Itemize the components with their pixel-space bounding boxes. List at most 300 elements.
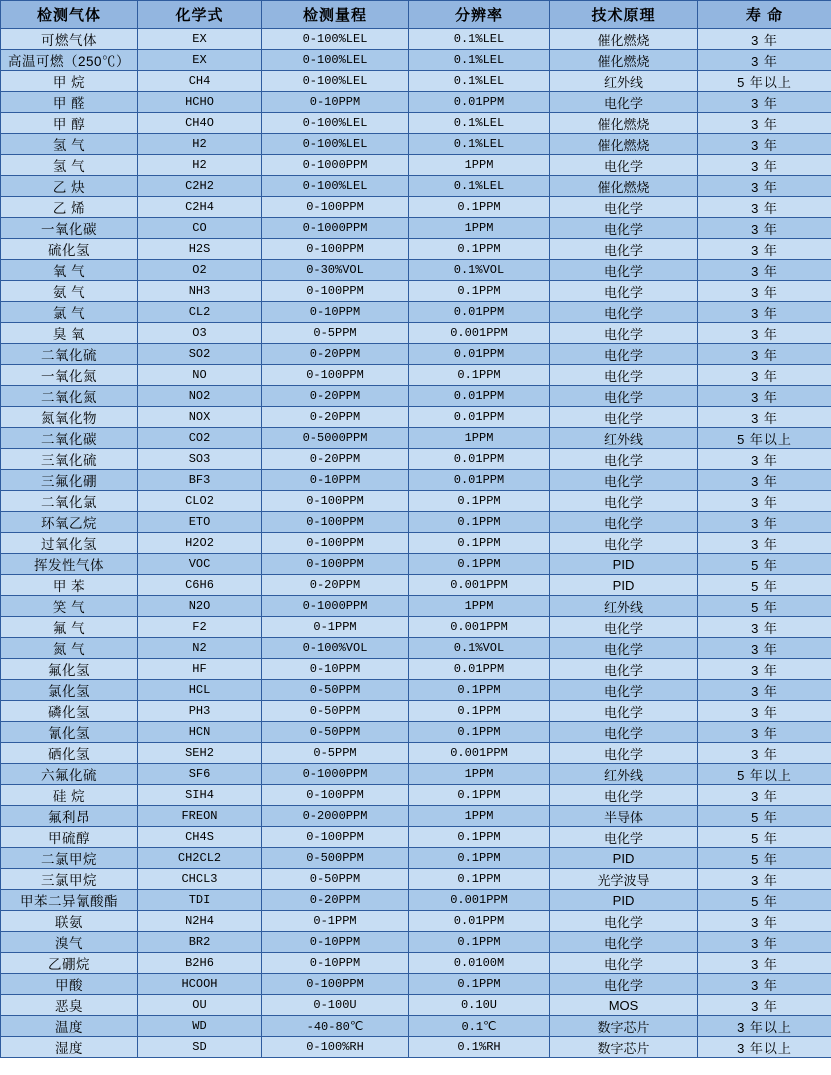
cell-formula: BR2 bbox=[138, 932, 262, 953]
cell-life: 3 年 bbox=[698, 134, 831, 155]
cell-principle: 数字芯片 bbox=[550, 1037, 698, 1058]
cell-range: 0-100%LEL bbox=[262, 71, 409, 92]
cell-principle: 电化学 bbox=[550, 512, 698, 533]
table-row bbox=[1, 71, 831, 92]
table-row bbox=[1, 239, 831, 260]
table-row bbox=[1, 344, 831, 365]
cell-life: 3 年 bbox=[698, 722, 831, 743]
cell-gas-name: 三氯甲烷 bbox=[1, 869, 138, 890]
cell-gas-name: 乙 烯 bbox=[1, 197, 138, 218]
table-row bbox=[1, 113, 831, 134]
cell-life: 3 年 bbox=[698, 932, 831, 953]
table-row bbox=[1, 491, 831, 512]
cell-gas-name: 三氟化硼 bbox=[1, 470, 138, 491]
table-row bbox=[1, 575, 831, 596]
cell-formula: CL2 bbox=[138, 302, 262, 323]
cell-life: 3 年 bbox=[698, 176, 831, 197]
cell-range: 0-100PPM bbox=[262, 239, 409, 260]
cell-resolution: 0.1PPM bbox=[409, 848, 550, 869]
cell-range: 0-20PPM bbox=[262, 890, 409, 911]
cell-principle: PID bbox=[550, 890, 698, 911]
cell-gas-name: 环氧乙烷 bbox=[1, 512, 138, 533]
cell-range: 0-100U bbox=[262, 995, 409, 1016]
cell-resolution: 0.001PPM bbox=[409, 575, 550, 596]
cell-gas-name: 恶臭 bbox=[1, 995, 138, 1016]
cell-resolution: 1PPM bbox=[409, 218, 550, 239]
cell-gas-name: 氢 气 bbox=[1, 134, 138, 155]
cell-range: 0-1000PPM bbox=[262, 218, 409, 239]
cell-formula: H2 bbox=[138, 155, 262, 176]
cell-resolution: 0.01PPM bbox=[409, 407, 550, 428]
cell-formula: CH2CL2 bbox=[138, 848, 262, 869]
cell-formula: SF6 bbox=[138, 764, 262, 785]
cell-resolution: 1PPM bbox=[409, 596, 550, 617]
table-row bbox=[1, 806, 831, 827]
cell-gas-name: 笑 气 bbox=[1, 596, 138, 617]
cell-principle: 电化学 bbox=[550, 638, 698, 659]
column-header-range: 检测量程 bbox=[262, 1, 409, 29]
cell-formula: H2 bbox=[138, 134, 262, 155]
cell-formula: CO2 bbox=[138, 428, 262, 449]
table-row bbox=[1, 29, 831, 50]
cell-resolution: 0.1%LEL bbox=[409, 113, 550, 134]
cell-principle: PID bbox=[550, 848, 698, 869]
cell-principle: 电化学 bbox=[550, 302, 698, 323]
cell-principle: PID bbox=[550, 575, 698, 596]
cell-life: 5 年 bbox=[698, 848, 831, 869]
table-row bbox=[1, 281, 831, 302]
cell-gas-name: 氮 气 bbox=[1, 638, 138, 659]
cell-formula: N2O bbox=[138, 596, 262, 617]
cell-range: 0-100PPM bbox=[262, 974, 409, 995]
cell-principle: 电化学 bbox=[550, 449, 698, 470]
cell-principle: 电化学 bbox=[550, 407, 698, 428]
cell-gas-name: 氰化氢 bbox=[1, 722, 138, 743]
cell-life: 3 年 bbox=[698, 617, 831, 638]
cell-formula: TDI bbox=[138, 890, 262, 911]
cell-life: 3 年 bbox=[698, 218, 831, 239]
table-row bbox=[1, 302, 831, 323]
cell-formula: HF bbox=[138, 659, 262, 680]
cell-resolution: 1PPM bbox=[409, 155, 550, 176]
cell-principle: 电化学 bbox=[550, 911, 698, 932]
cell-life: 3 年 bbox=[698, 260, 831, 281]
cell-formula: CHCL3 bbox=[138, 869, 262, 890]
cell-formula: CH4O bbox=[138, 113, 262, 134]
cell-range: 0-20PPM bbox=[262, 344, 409, 365]
cell-gas-name: 甲硫醇 bbox=[1, 827, 138, 848]
table-row bbox=[1, 638, 831, 659]
cell-formula: VOC bbox=[138, 554, 262, 575]
cell-gas-name: 氟化氢 bbox=[1, 659, 138, 680]
cell-life: 3 年 bbox=[698, 92, 831, 113]
cell-principle: 电化学 bbox=[550, 533, 698, 554]
cell-life: 3 年 bbox=[698, 449, 831, 470]
cell-principle: 红外线 bbox=[550, 764, 698, 785]
cell-formula: CH4 bbox=[138, 71, 262, 92]
cell-formula: BF3 bbox=[138, 470, 262, 491]
cell-gas-name: 氧 气 bbox=[1, 260, 138, 281]
table-row bbox=[1, 785, 831, 806]
cell-life: 5 年以上 bbox=[698, 428, 831, 449]
cell-resolution: 0.1PPM bbox=[409, 869, 550, 890]
cell-gas-name: 乙硼烷 bbox=[1, 953, 138, 974]
table-row bbox=[1, 155, 831, 176]
table-row bbox=[1, 596, 831, 617]
table-row bbox=[1, 974, 831, 995]
cell-principle: 催化燃烧 bbox=[550, 50, 698, 71]
cell-principle: 红外线 bbox=[550, 596, 698, 617]
cell-resolution: 0.10U bbox=[409, 995, 550, 1016]
cell-range: 0-100PPM bbox=[262, 491, 409, 512]
cell-principle: 电化学 bbox=[550, 722, 698, 743]
cell-resolution: 0.01PPM bbox=[409, 449, 550, 470]
cell-formula: HCOOH bbox=[138, 974, 262, 995]
table-row bbox=[1, 680, 831, 701]
cell-principle: 电化学 bbox=[550, 365, 698, 386]
table-row bbox=[1, 722, 831, 743]
cell-life: 3 年 bbox=[698, 155, 831, 176]
cell-range: 0-10PPM bbox=[262, 659, 409, 680]
cell-formula: SIH4 bbox=[138, 785, 262, 806]
cell-gas-name: 甲酸 bbox=[1, 974, 138, 995]
cell-gas-name: 二氧化碳 bbox=[1, 428, 138, 449]
cell-principle: 电化学 bbox=[550, 323, 698, 344]
cell-range: 0-100PPM bbox=[262, 554, 409, 575]
cell-resolution: 0.1%VOL bbox=[409, 638, 550, 659]
cell-gas-name: 氯 气 bbox=[1, 302, 138, 323]
cell-formula: SD bbox=[138, 1037, 262, 1058]
cell-formula: CH4S bbox=[138, 827, 262, 848]
cell-range: 0-100PPM bbox=[262, 512, 409, 533]
cell-resolution: 0.0100M bbox=[409, 953, 550, 974]
table-row bbox=[1, 953, 831, 974]
cell-resolution: 0.01PPM bbox=[409, 344, 550, 365]
cell-principle: 红外线 bbox=[550, 428, 698, 449]
cell-principle: 电化学 bbox=[550, 239, 698, 260]
cell-range: 0-100%VOL bbox=[262, 638, 409, 659]
cell-resolution: 0.1PPM bbox=[409, 197, 550, 218]
cell-principle: 催化燃烧 bbox=[550, 29, 698, 50]
cell-resolution: 0.1PPM bbox=[409, 701, 550, 722]
cell-formula: CO bbox=[138, 218, 262, 239]
table-row bbox=[1, 134, 831, 155]
cell-life: 3 年 bbox=[698, 239, 831, 260]
cell-life: 3 年 bbox=[698, 995, 831, 1016]
cell-life: 5 年以上 bbox=[698, 764, 831, 785]
cell-principle: 电化学 bbox=[550, 617, 698, 638]
cell-formula: SEH2 bbox=[138, 743, 262, 764]
cell-principle: 电化学 bbox=[550, 218, 698, 239]
cell-resolution: 0.1PPM bbox=[409, 827, 550, 848]
cell-principle: 电化学 bbox=[550, 260, 698, 281]
table-row bbox=[1, 218, 831, 239]
cell-gas-name: 二氧化氯 bbox=[1, 491, 138, 512]
table-row bbox=[1, 701, 831, 722]
cell-gas-name: 乙 炔 bbox=[1, 176, 138, 197]
cell-range: 0-100PPM bbox=[262, 827, 409, 848]
cell-range: 0-1000PPM bbox=[262, 155, 409, 176]
table-row bbox=[1, 764, 831, 785]
cell-life: 5 年 bbox=[698, 890, 831, 911]
cell-gas-name: 二氧化氮 bbox=[1, 386, 138, 407]
cell-resolution: 0.1PPM bbox=[409, 554, 550, 575]
table-row bbox=[1, 554, 831, 575]
cell-range: 0-100%LEL bbox=[262, 29, 409, 50]
cell-formula: O2 bbox=[138, 260, 262, 281]
table-row bbox=[1, 848, 831, 869]
cell-gas-name: 二氯甲烷 bbox=[1, 848, 138, 869]
column-header-formula: 化学式 bbox=[138, 1, 262, 29]
cell-formula: N2H4 bbox=[138, 911, 262, 932]
cell-principle: 电化学 bbox=[550, 701, 698, 722]
cell-range: 0-50PPM bbox=[262, 701, 409, 722]
cell-life: 3 年 bbox=[698, 281, 831, 302]
cell-life: 5 年 bbox=[698, 827, 831, 848]
cell-range: 0-500PPM bbox=[262, 848, 409, 869]
cell-principle: 电化学 bbox=[550, 92, 698, 113]
cell-life: 5 年 bbox=[698, 575, 831, 596]
cell-range: 0-10PPM bbox=[262, 92, 409, 113]
cell-gas-name: 温度 bbox=[1, 1016, 138, 1037]
cell-range: 0-5PPM bbox=[262, 743, 409, 764]
cell-gas-name: 氯化氢 bbox=[1, 680, 138, 701]
cell-gas-name: 甲 烷 bbox=[1, 71, 138, 92]
cell-life: 3 年 bbox=[698, 113, 831, 134]
cell-resolution: 0.1PPM bbox=[409, 365, 550, 386]
cell-life: 3 年 bbox=[698, 533, 831, 554]
cell-gas-name: 联氨 bbox=[1, 911, 138, 932]
cell-principle: 电化学 bbox=[550, 470, 698, 491]
cell-range: 0-10PPM bbox=[262, 953, 409, 974]
cell-principle: 催化燃烧 bbox=[550, 113, 698, 134]
cell-formula: F2 bbox=[138, 617, 262, 638]
cell-life: 3 年 bbox=[698, 785, 831, 806]
cell-resolution: 0.01PPM bbox=[409, 470, 550, 491]
cell-range: 0-1000PPM bbox=[262, 596, 409, 617]
cell-gas-name: 硫化氢 bbox=[1, 239, 138, 260]
cell-formula: NH3 bbox=[138, 281, 262, 302]
cell-resolution: 0.1%LEL bbox=[409, 176, 550, 197]
cell-resolution: 1PPM bbox=[409, 764, 550, 785]
cell-range: 0-50PPM bbox=[262, 722, 409, 743]
cell-life: 3 年 bbox=[698, 701, 831, 722]
cell-range: 0-20PPM bbox=[262, 575, 409, 596]
cell-range: 0-5000PPM bbox=[262, 428, 409, 449]
cell-range: 0-50PPM bbox=[262, 680, 409, 701]
cell-range: 0-2000PPM bbox=[262, 806, 409, 827]
cell-gas-name: 溴气 bbox=[1, 932, 138, 953]
cell-resolution: 0.01PPM bbox=[409, 92, 550, 113]
cell-resolution: 0.1PPM bbox=[409, 785, 550, 806]
cell-principle: 半导体 bbox=[550, 806, 698, 827]
cell-resolution: 1PPM bbox=[409, 428, 550, 449]
cell-formula: ETO bbox=[138, 512, 262, 533]
table-row bbox=[1, 1016, 831, 1037]
cell-life: 5 年以上 bbox=[698, 71, 831, 92]
table-row bbox=[1, 869, 831, 890]
cell-life: 3 年 bbox=[698, 638, 831, 659]
cell-gas-name: 三氧化硫 bbox=[1, 449, 138, 470]
table-row bbox=[1, 911, 831, 932]
cell-formula: OU bbox=[138, 995, 262, 1016]
cell-resolution: 0.1PPM bbox=[409, 974, 550, 995]
cell-formula: N2 bbox=[138, 638, 262, 659]
table-row bbox=[1, 932, 831, 953]
cell-principle: 电化学 bbox=[550, 974, 698, 995]
cell-gas-name: 氟 气 bbox=[1, 617, 138, 638]
cell-gas-name: 氟利昂 bbox=[1, 806, 138, 827]
cell-life: 3 年以上 bbox=[698, 1016, 831, 1037]
cell-life: 3 年 bbox=[698, 911, 831, 932]
cell-formula: NO2 bbox=[138, 386, 262, 407]
cell-resolution: 0.1PPM bbox=[409, 281, 550, 302]
cell-principle: 红外线 bbox=[550, 71, 698, 92]
cell-life: 3 年 bbox=[698, 323, 831, 344]
cell-principle: 电化学 bbox=[550, 680, 698, 701]
cell-resolution: 0.01PPM bbox=[409, 386, 550, 407]
cell-range: 0-1000PPM bbox=[262, 764, 409, 785]
cell-gas-name: 氨 气 bbox=[1, 281, 138, 302]
cell-resolution: 0.1PPM bbox=[409, 533, 550, 554]
cell-life: 3 年 bbox=[698, 29, 831, 50]
cell-formula: C2H4 bbox=[138, 197, 262, 218]
table-row bbox=[1, 743, 831, 764]
cell-resolution: 0.1PPM bbox=[409, 512, 550, 533]
cell-life: 3 年 bbox=[698, 365, 831, 386]
cell-life: 3 年 bbox=[698, 407, 831, 428]
cell-range: 0-20PPM bbox=[262, 386, 409, 407]
cell-principle: 催化燃烧 bbox=[550, 134, 698, 155]
cell-gas-name: 六氟化硫 bbox=[1, 764, 138, 785]
table-row bbox=[1, 386, 831, 407]
cell-range: 0-1PPM bbox=[262, 617, 409, 638]
cell-range: -40-80℃ bbox=[262, 1016, 409, 1037]
cell-formula: O3 bbox=[138, 323, 262, 344]
cell-range: 0-100%LEL bbox=[262, 134, 409, 155]
cell-life: 3 年 bbox=[698, 680, 831, 701]
cell-formula: C6H6 bbox=[138, 575, 262, 596]
table-row bbox=[1, 449, 831, 470]
cell-resolution: 0.001PPM bbox=[409, 890, 550, 911]
cell-formula: HCN bbox=[138, 722, 262, 743]
column-header-resolution: 分辨率 bbox=[409, 1, 550, 29]
cell-resolution: 0.1%LEL bbox=[409, 29, 550, 50]
cell-formula: B2H6 bbox=[138, 953, 262, 974]
cell-life: 3 年 bbox=[698, 197, 831, 218]
cell-life: 5 年 bbox=[698, 596, 831, 617]
column-header-life: 寿 命 bbox=[698, 1, 831, 29]
cell-resolution: 0.1%LEL bbox=[409, 50, 550, 71]
cell-formula: EX bbox=[138, 50, 262, 71]
cell-formula: HCL bbox=[138, 680, 262, 701]
cell-resolution: 0.001PPM bbox=[409, 323, 550, 344]
table-row bbox=[1, 659, 831, 680]
cell-principle: 电化学 bbox=[550, 344, 698, 365]
cell-principle: 电化学 bbox=[550, 491, 698, 512]
cell-principle: 电化学 bbox=[550, 743, 698, 764]
cell-life: 5 年 bbox=[698, 554, 831, 575]
cell-formula: SO3 bbox=[138, 449, 262, 470]
cell-principle: 电化学 bbox=[550, 827, 698, 848]
cell-gas-name: 一氧化碳 bbox=[1, 218, 138, 239]
cell-resolution: 0.1PPM bbox=[409, 680, 550, 701]
cell-formula: H2O2 bbox=[138, 533, 262, 554]
table-row bbox=[1, 92, 831, 113]
cell-range: 0-100%LEL bbox=[262, 50, 409, 71]
cell-life: 3 年 bbox=[698, 386, 831, 407]
cell-resolution: 0.001PPM bbox=[409, 743, 550, 764]
cell-life: 3 年 bbox=[698, 512, 831, 533]
cell-life: 3 年 bbox=[698, 491, 831, 512]
cell-life: 3 年以上 bbox=[698, 1037, 831, 1058]
cell-gas-name: 甲 醇 bbox=[1, 113, 138, 134]
cell-gas-name: 高温可燃（250℃） bbox=[1, 50, 138, 71]
cell-principle: 电化学 bbox=[550, 281, 698, 302]
cell-principle: 电化学 bbox=[550, 953, 698, 974]
cell-range: 0-5PPM bbox=[262, 323, 409, 344]
table-row bbox=[1, 470, 831, 491]
cell-life: 3 年 bbox=[698, 302, 831, 323]
cell-principle: MOS bbox=[550, 995, 698, 1016]
table-body bbox=[1, 29, 831, 1058]
cell-life: 5 年 bbox=[698, 806, 831, 827]
table-row bbox=[1, 365, 831, 386]
cell-gas-name: 甲苯二异氰酸酯 bbox=[1, 890, 138, 911]
cell-range: 0-20PPM bbox=[262, 449, 409, 470]
table-row bbox=[1, 827, 831, 848]
table-row bbox=[1, 323, 831, 344]
cell-range: 0-10PPM bbox=[262, 932, 409, 953]
cell-formula: NO bbox=[138, 365, 262, 386]
cell-resolution: 0.01PPM bbox=[409, 911, 550, 932]
column-header-principle: 技术原理 bbox=[550, 1, 698, 29]
cell-gas-name: 氮氧化物 bbox=[1, 407, 138, 428]
table-row bbox=[1, 260, 831, 281]
cell-formula: PH3 bbox=[138, 701, 262, 722]
cell-range: 0-10PPM bbox=[262, 470, 409, 491]
cell-resolution: 0.01PPM bbox=[409, 302, 550, 323]
table-row bbox=[1, 617, 831, 638]
cell-formula: EX bbox=[138, 29, 262, 50]
table-row bbox=[1, 407, 831, 428]
cell-range: 0-100PPM bbox=[262, 281, 409, 302]
cell-resolution: 1PPM bbox=[409, 806, 550, 827]
cell-resolution: 0.1%VOL bbox=[409, 260, 550, 281]
cell-life: 3 年 bbox=[698, 743, 831, 764]
cell-range: 0-50PPM bbox=[262, 869, 409, 890]
cell-gas-name: 可燃气体 bbox=[1, 29, 138, 50]
cell-resolution: 0.1PPM bbox=[409, 491, 550, 512]
cell-range: 0-100PPM bbox=[262, 533, 409, 554]
cell-life: 3 年 bbox=[698, 470, 831, 491]
cell-principle: 电化学 bbox=[550, 197, 698, 218]
cell-principle: 电化学 bbox=[550, 155, 698, 176]
cell-range: 0-100%LEL bbox=[262, 113, 409, 134]
table-row bbox=[1, 890, 831, 911]
table-row bbox=[1, 1037, 831, 1058]
cell-range: 0-100%LEL bbox=[262, 176, 409, 197]
cell-principle: 电化学 bbox=[550, 785, 698, 806]
table-row bbox=[1, 533, 831, 554]
table-row bbox=[1, 428, 831, 449]
cell-gas-name: 硒化氢 bbox=[1, 743, 138, 764]
cell-principle: 数字芯片 bbox=[550, 1016, 698, 1037]
cell-resolution: 0.1%LEL bbox=[409, 134, 550, 155]
cell-gas-name: 一氧化氮 bbox=[1, 365, 138, 386]
table-row bbox=[1, 995, 831, 1016]
cell-formula: SO2 bbox=[138, 344, 262, 365]
